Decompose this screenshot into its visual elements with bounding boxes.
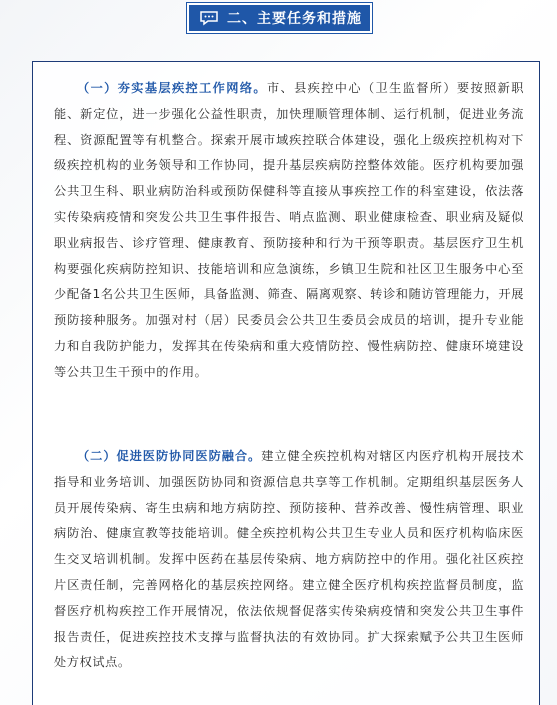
section-title: 二、主要任务和措施 (227, 11, 362, 27)
chat-bubble-icon (199, 10, 219, 26)
paragraph-2 (54, 444, 524, 676)
paragraph-1 (54, 76, 524, 386)
paragraph-2-heading: （二）促进医防协同医防融合。 (77, 449, 262, 463)
section-header (187, 3, 372, 33)
paragraph-1-heading: （一）夯实基层疾控工作网络。 (77, 81, 267, 95)
paragraph-1-body: 市、县疾控中心（卫生监督所）要按照新职能、新定位，进一步强化公益性职责，加快理顺管理体制、运行机制，促进业务流程、资源配置等有机整合。探索开展市域疾控联合体建设，强化上级疾控机构对下级疾控机构的业务领导和工作协同，提升基层疾病防控整体效能。医疗机构要加强公共卫生科、职业病防治科或预防保健科等直接从事疾控工作的科室建设，依法落实传染病疫情和突发公共卫生事件报告、哨点监测、职业健康检查、职业病及疑似职业病报告、诊疗管理、健康教育、预防接种和行为干预等职责。基层医疗卫生机构要强化疾病防控知识、技能培训和应急演练，乡镇卫生院和社区卫生服务中心至少配备1名公共卫生医师，具备监测、筛查、隔离观察、转诊和随访管理能力，开展预防接种服务。加强对村（居）民委员会公共卫生委员会成员的培训，提升专业能力和自我防护能力，发挥其在传染病和重大疫情防控、慢性病防控、健康环境建设等公共卫生干预中的作用。 (54, 81, 524, 379)
paragraph-2-body: 建立健全疾控机构对辖区内医疗机构开展技术指导和业务培训、加强医防协同和资源信息共享等工作机制。定期组织基层医务人员开展传染病、寄生虫病和地方病防控、预防接种、营养改善、慢性病管理、职业病防治、健康宣教等技能培训。健全疾控机构公共卫生专业人员和医疗机构临床医生交叉培训机制。发挥中医药在基层传染病、地方病防控中的作用。强化社区疾控片区责任制，完善网格化的基层疾控网络。建立健全医疗机构疾控监督员制度，监督医疗机构疾控工作开展情况，依法依规督促落实传染病疫情和突发公共卫生事件报告责任，促进疾控技术支撑与监督执法的有效协同。扩大探索赋予公共卫生医师处方权试点。 (54, 449, 525, 670)
